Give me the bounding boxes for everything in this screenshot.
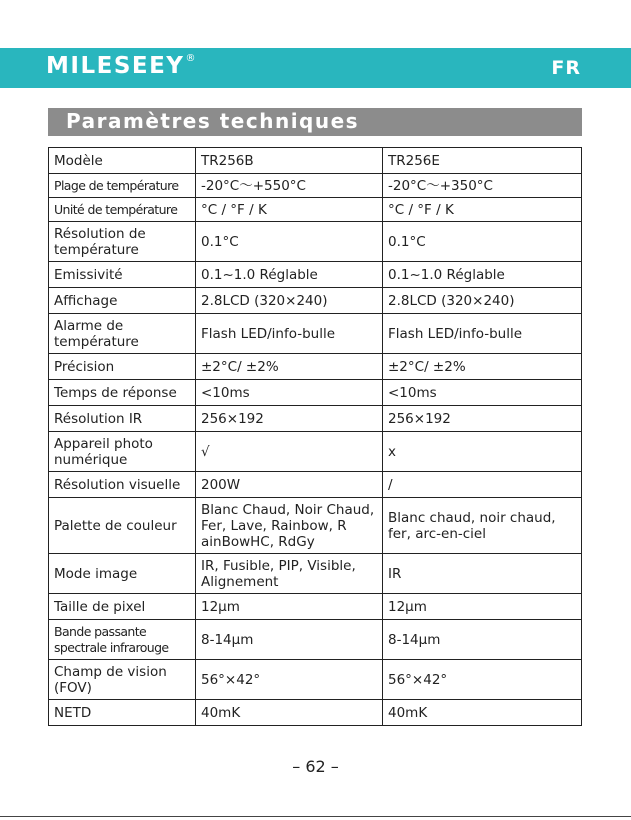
row-value-tr256e: 0.1~1.0 Réglable (383, 262, 582, 288)
row-value-tr256e: 8-14μm (383, 620, 582, 660)
row-value-tr256e: 256×192 (383, 406, 582, 432)
row-value-tr256b: -20°C～+550°C (196, 174, 383, 198)
row-value-tr256b: 2.8LCD (320×240) (196, 288, 383, 314)
table-row (49, 660, 582, 700)
row-value-tr256b: <10ms (196, 380, 383, 406)
row-value-tr256b: √ (196, 432, 383, 472)
row-value-tr256b: Flash LED/info-bulle (196, 314, 383, 354)
table-row (49, 354, 582, 380)
table-row (49, 262, 582, 288)
section-title: Paramètres techniques (66, 109, 360, 133)
table-row (49, 554, 582, 594)
row-label: Palette de couleur (49, 498, 196, 554)
row-value-tr256e: 0.1°C (383, 222, 582, 262)
header-cell-tr256b: TR256B (196, 148, 383, 174)
table-row (49, 288, 582, 314)
row-label: Unité de température (49, 198, 196, 222)
row-label: Précision (49, 354, 196, 380)
row-value-tr256b: 200W (196, 472, 383, 498)
row-label: Résolution visuelle (49, 472, 196, 498)
row-value-tr256b: 0.1°C (196, 222, 383, 262)
table-row (49, 498, 582, 554)
table-header-row (49, 148, 582, 174)
table-row (49, 198, 582, 222)
table-row (49, 594, 582, 620)
row-value-tr256e: ±2°C/ ±2% (383, 354, 582, 380)
row-value-tr256b: 12μm (196, 594, 383, 620)
row-label: Taille de pixel (49, 594, 196, 620)
row-value-tr256b: °C / °F / K (196, 198, 383, 222)
table-row (49, 620, 582, 660)
row-value-tr256e: Blanc chaud, noir chaud, fer, arc-en-ciel (383, 498, 582, 554)
row-value-tr256b: ±2°C/ ±2% (196, 354, 383, 380)
brand-logo (46, 53, 197, 79)
table-row (49, 174, 582, 198)
row-value-tr256e: x (383, 432, 582, 472)
row-value-tr256e: 2.8LCD (320×240) (383, 288, 582, 314)
header-cell-model: Modèle (49, 148, 196, 174)
row-value-tr256e: Flash LED/info-bulle (383, 314, 582, 354)
row-label: Emissivité (49, 262, 196, 288)
table-row (49, 472, 582, 498)
row-label: Temps de réponse (49, 380, 196, 406)
bottom-rule (0, 816, 631, 817)
row-value-tr256b: 56°×42° (196, 660, 383, 700)
table-row (49, 380, 582, 406)
row-value-tr256b: 8-14μm (196, 620, 383, 660)
spec-table (48, 147, 582, 726)
row-label: Résolution IR (49, 406, 196, 432)
row-value-tr256e: <10ms (383, 380, 582, 406)
registered-mark: ® (185, 53, 197, 65)
brand-name: MILESEEY (46, 53, 185, 79)
language-code: FR (551, 57, 581, 79)
row-label: Bande passante spectrale infrarouge (49, 620, 196, 660)
table-row (49, 314, 582, 354)
row-value-tr256b: Blanc Chaud, Noir Chaud, Fer, Lave, Rainbow, R ainBowHC, RdGy (196, 498, 383, 554)
page-number: – 62 – (292, 757, 339, 776)
row-label: Champ de vision (FOV) (49, 660, 196, 700)
row-value-tr256b: 40mK (196, 700, 383, 726)
row-value-tr256e: IR (383, 554, 582, 594)
header-cell-tr256e: TR256E (383, 148, 582, 174)
table-row (49, 432, 582, 472)
row-value-tr256e: 40mK (383, 700, 582, 726)
table-row (49, 406, 582, 432)
row-value-tr256b: 256×192 (196, 406, 383, 432)
row-label: Résolution de température (49, 222, 196, 262)
row-value-tr256e: / (383, 472, 582, 498)
row-label: Plage de température (49, 174, 196, 198)
row-value-tr256e: °C / °F / K (383, 198, 582, 222)
table-row (49, 700, 582, 726)
row-value-tr256e: 12μm (383, 594, 582, 620)
table-row (49, 222, 582, 262)
row-value-tr256e: -20°C～+350°C (383, 174, 582, 198)
row-label: Affichage (49, 288, 196, 314)
row-label: Appareil photo numérique (49, 432, 196, 472)
row-value-tr256b: 0.1~1.0 Réglable (196, 262, 383, 288)
row-label: Alarme de température (49, 314, 196, 354)
row-label: NETD (49, 700, 196, 726)
row-value-tr256e: 56°×42° (383, 660, 582, 700)
row-value-tr256b: IR, Fusible, PIP, Visible, Alignement (196, 554, 383, 594)
row-label: Mode image (49, 554, 196, 594)
